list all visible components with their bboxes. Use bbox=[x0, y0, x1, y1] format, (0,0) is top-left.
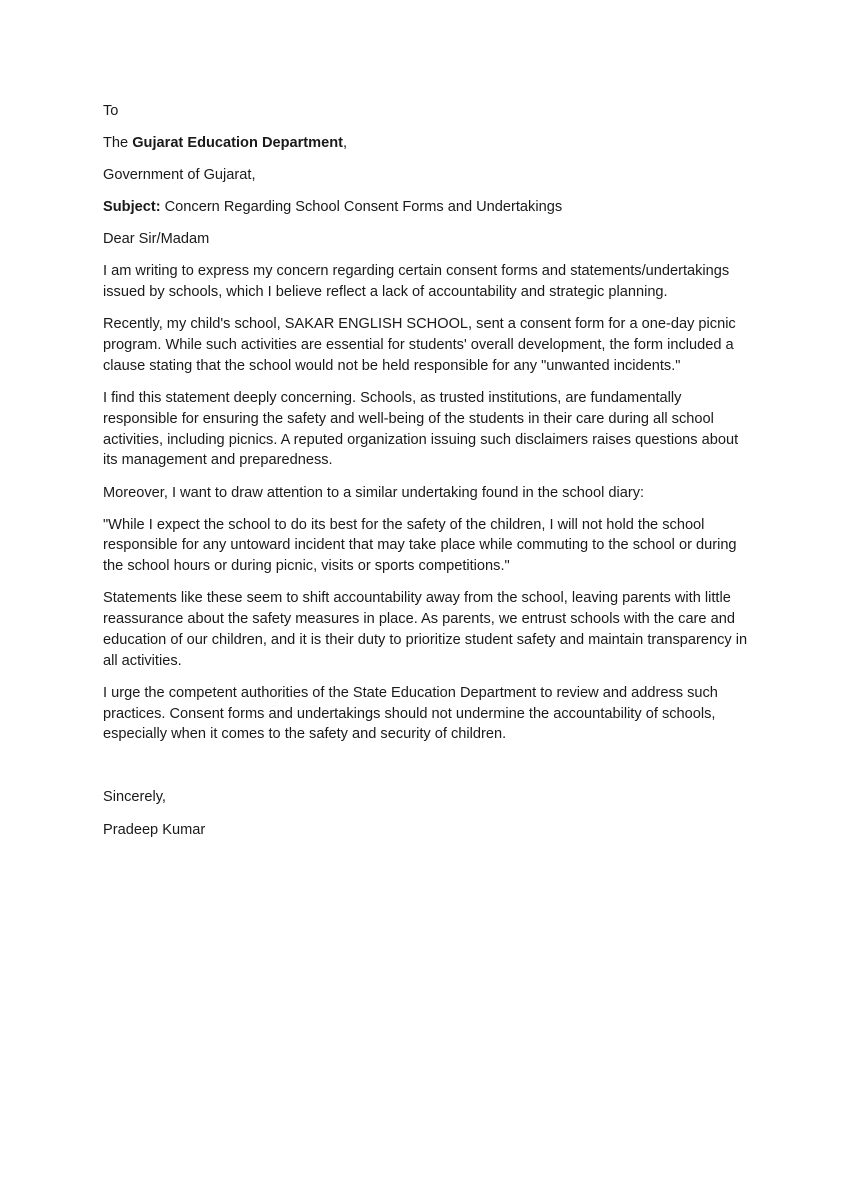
salutation: Dear Sir/Madam bbox=[103, 231, 210, 248]
subject-line bbox=[103, 197, 748, 218]
signature-name: Pradeep Kumar bbox=[103, 821, 206, 838]
recipient-name: Gujarat Education Department bbox=[132, 135, 344, 152]
paragraph-diary-quote: "While I expect the school to do its best for the safety of the children, I will not hold the school responsible for any untoward incident that may take place while commuting to the school or during the school hours or during picnic, visits or sports competitions." bbox=[103, 516, 737, 575]
paragraph-intro: I am writing to express my concern regarding certain consent forms and statements/undertakings issued by schools, which I believe reflect a lack of accountability and strategic planning. bbox=[103, 263, 730, 301]
paragraph-concern: I find this statement deeply concerning. Schools, as trusted institutions, are fundamentally responsible for ensuring the safety and well-being of the students in their care during all school activities, including picnics. A reputed organization issuing such disclaimers raises questions about its management and preparedness. bbox=[103, 390, 739, 469]
closing-spacer bbox=[103, 756, 748, 787]
recipient-suffix: , bbox=[343, 135, 348, 152]
recipient-government: Government of Gujarat, bbox=[103, 167, 256, 184]
paragraph-picnic-consent: Recently, my child's school, SAKAR ENGLISH SCHOOL, sent a consent form for a one-day picnic program. While such activities are essential for students' overall development, the form included a clause stating that the school would not be held responsible for any "unwanted incidents." bbox=[103, 316, 736, 374]
subject-text: Concern Regarding School Consent Forms and Undertakings bbox=[160, 199, 563, 216]
paragraph-accountability: Statements like these seem to shift accountability away from the school, leaving parents with little reassurance about the safety measures in place. As parents, we entrust schools with the care and education of our children, and it is their duty to prioritize student safety and maintain transparency in all activities. bbox=[103, 590, 748, 669]
letter-body bbox=[103, 101, 748, 852]
paragraph-request: I urge the competent authorities of the State Education Department to review and address such practices. Consent forms and undertakings should not undermine the accountability of schools, especially when it comes to the safety and security of children. bbox=[103, 684, 718, 743]
paragraph-diary-intro: Moreover, I want to draw attention to a similar undertaking found in the school diary: bbox=[103, 484, 645, 501]
subject-label: Subject: bbox=[103, 199, 161, 216]
to-line: To bbox=[103, 103, 119, 119]
recipient-line bbox=[103, 133, 748, 154]
recipient-prefix: The bbox=[103, 135, 133, 152]
closing-line: Sincerely, bbox=[103, 789, 166, 806]
